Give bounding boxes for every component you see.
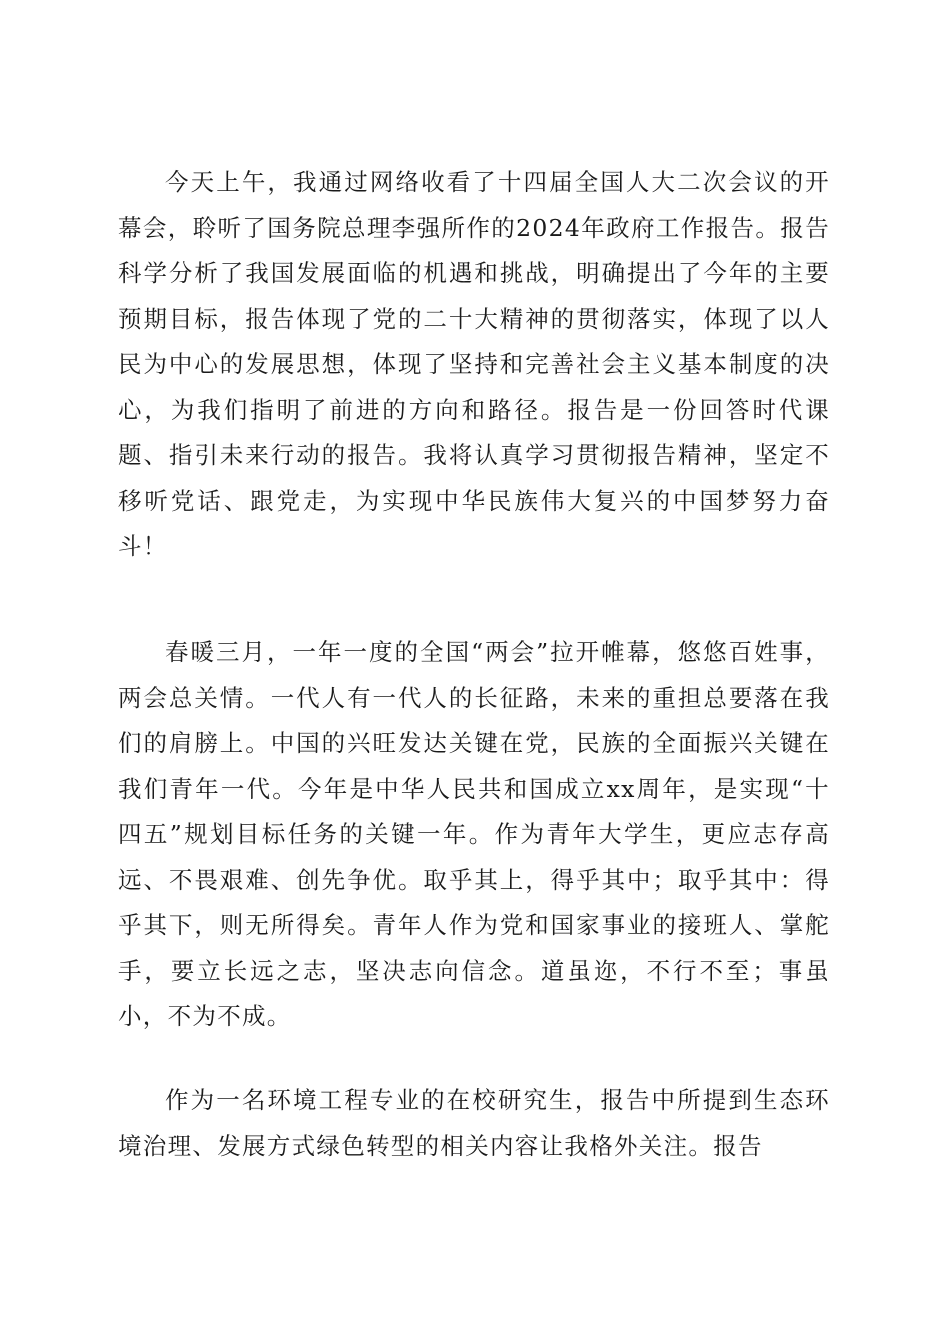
paragraph-3: 作为一名环境工程专业的在校研究生，报告中所提到生态环境治理、发展方式绿色转型的相关内容让我格外关注。报告 bbox=[118, 1086, 830, 1160]
paragraph-1: 今天上午，我通过网络收看了十四届全国人大二次会议的开幕会，聆听了国务院总理李强所作的2024年政府工作报告。报告科学分析了我国发展面临的机遇和挑战，明确提出了今年的主要预期目标，报告体现了党的二十大精神的贯彻落实，体现了以人民为中心的发展思想，体现了坚持和完善社会主义基本制度的决心，为我们指明了前进的方向和路径。报告是一份回答时代课题、指引未来行动的报告。我将认真学习贯彻报告精神，坚定不移听党话、跟党走，为实现中华民族伟大复兴的中国梦努力奋斗！ bbox=[118, 168, 830, 560]
paragraph-2: 春暖三月，一年一度的全国“两会”拉开帷幕，悠悠百姓事，两会总关情。一代人有一代人的长征路，未来的重担总要落在我们的肩膀上。中国的兴旺发达关键在党，民族的全面振兴关键在我们青年一代。今年是中华人民共和国成立xx周年，是实现“十四五”规划目标任务的关键一年。作为青年大学生，更应志存高远、不畏艰难、创先争优。取乎其上，得乎其中；取乎其中：得乎其下，则无所得矣。青年人作为党和国家事业的接班人、掌舵手，要立长远之志，坚决志向信念。道虽迩，不行不至；事虽小，不为不成。 bbox=[118, 638, 830, 1030]
